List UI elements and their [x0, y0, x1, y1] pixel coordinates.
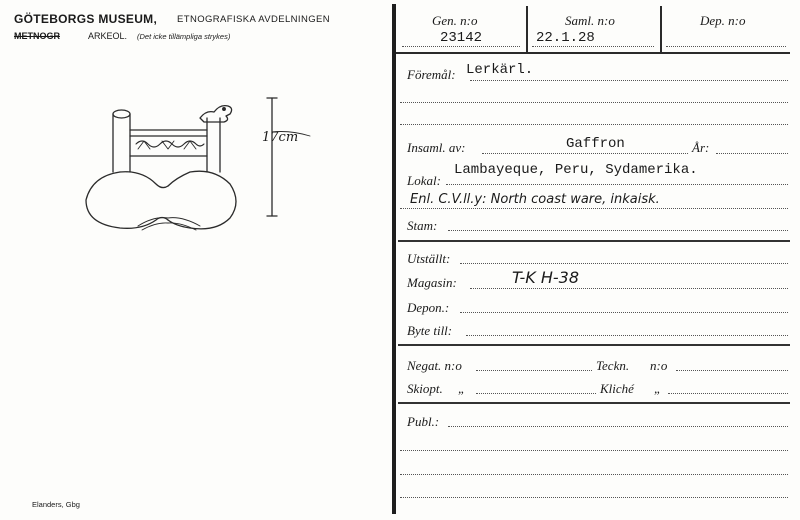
locality-value: Lambayeque, Peru, Sydamerika.: [454, 162, 698, 178]
section-rule: [398, 402, 790, 404]
locality-note: Enl. C.V.ll.y: North coast ware, inkaisk.: [410, 192, 660, 207]
gen-number-value: 23142: [440, 30, 483, 46]
storage-value: T-K H-38: [512, 268, 580, 287]
column-separator: [526, 6, 528, 52]
department-name: ETNOGRAFISKA AVDELNINGEN: [177, 14, 331, 25]
strike-note: (Det icke tillämpliga strykes): [137, 32, 231, 41]
exchange-label: Byte till:: [407, 323, 453, 338]
dotted-line: [470, 288, 788, 289]
object-label: Föremål:: [407, 67, 456, 82]
museum-name: GÖTEBORGS MUSEUM,: [14, 12, 158, 26]
publication-label: Publ.:: [407, 414, 440, 429]
dotted-line: [400, 102, 788, 103]
drawing-number-label: n:o: [650, 358, 668, 373]
ditto-mark: „: [654, 381, 662, 396]
dotted-line: [400, 124, 788, 125]
deposit-label: Depon.:: [407, 300, 450, 315]
height-annotation: 17cm: [262, 130, 299, 145]
plate-label: Kliché: [600, 381, 634, 396]
header-rule: [396, 52, 790, 54]
dotted-line: [448, 426, 788, 427]
dotted-line: [460, 263, 788, 264]
locality-label: Lokal:: [407, 173, 441, 188]
dotted-line: [400, 474, 788, 475]
drawing-label: Teckn.: [596, 358, 630, 373]
slide-label: Skiopt.: [407, 381, 443, 396]
dotted-line: [482, 153, 688, 154]
dotted-line: [448, 230, 788, 231]
section-rule: [398, 240, 790, 242]
dotted-line: [476, 370, 592, 371]
dotted-line: [400, 208, 788, 209]
card-divider: [392, 4, 396, 514]
dotted-line: [532, 46, 654, 47]
dep-number-label: Dep. n:o: [700, 13, 746, 28]
collector-label: Insaml. av:: [407, 140, 466, 155]
struck-department: METNOGR: [14, 31, 60, 41]
exhibited-label: Utställt:: [407, 251, 451, 266]
dotted-line: [666, 46, 786, 47]
column-separator: [660, 6, 662, 52]
printer-imprint: Elanders, Gbg: [32, 500, 80, 509]
storage-label: Magasin:: [407, 275, 457, 290]
year-label: År:: [692, 140, 710, 155]
dotted-line: [668, 393, 788, 394]
dotted-line: [466, 335, 788, 336]
tribe-label: Stam:: [407, 218, 438, 233]
dotted-line: [676, 370, 788, 371]
dotted-line: [400, 497, 788, 498]
dotted-line: [400, 450, 788, 451]
collector-value: Gaffron: [566, 136, 625, 152]
saml-number-value: 22.1.28: [536, 30, 595, 46]
dotted-line: [446, 184, 788, 185]
dotted-line: [476, 393, 596, 394]
gen-number-label: Gen. n:o: [432, 13, 478, 28]
dotted-line: [402, 46, 520, 47]
saml-number-label: Saml. n:o: [565, 13, 615, 28]
object-value: Lerkärl.: [466, 62, 534, 78]
dotted-line: [716, 153, 788, 154]
dotted-line: [460, 312, 788, 313]
archaeology-department: ARKEOL.: [88, 31, 128, 41]
dotted-line: [470, 80, 788, 81]
ditto-mark: „: [458, 381, 466, 396]
vessel-sketch: [80, 92, 330, 252]
section-rule: [398, 344, 790, 346]
negative-number-label: Negat. n:o: [407, 358, 462, 373]
